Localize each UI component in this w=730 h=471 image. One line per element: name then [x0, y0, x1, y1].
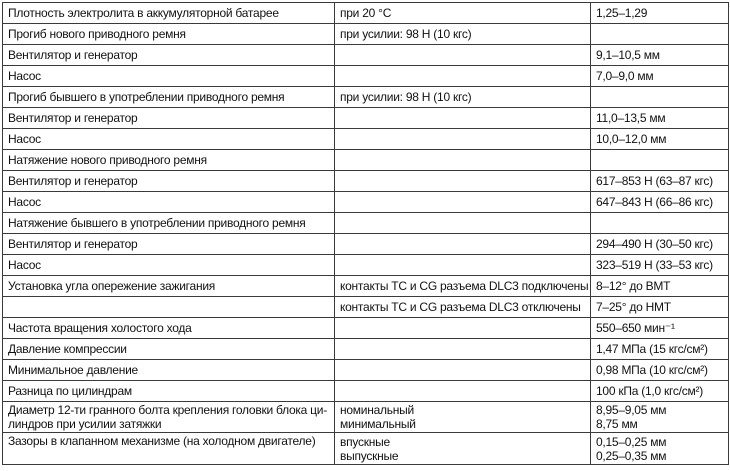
value-cell: 7–25° до НМТ: [591, 297, 729, 318]
value-cell: 323–519 Н (33–53 кгс): [591, 255, 729, 276]
value-cell: 647–843 Н (66–86 кгс): [591, 192, 729, 213]
table-row: [3, 129, 729, 150]
value-cell: 8–12° до ВМТ: [591, 276, 729, 297]
specifications-table: [2, 2, 729, 465]
value-cell: 11,0–13,5 мм: [591, 108, 729, 129]
condition-cell: [335, 381, 591, 402]
param-cell: Вентилятор и генератор: [3, 45, 335, 66]
table-row-valve-clearance: [3, 433, 729, 465]
param-cell: Натяжение бывшего в употреблении приводного ремня: [3, 213, 335, 234]
table-row: [3, 150, 729, 171]
param-cell: Натяжение нового приводного ремня: [3, 150, 335, 171]
value-cell: 617–853 Н (63–87 кгс): [591, 171, 729, 192]
condition-cell: контакты ТС и CG разъема DLC3 отключены: [335, 297, 591, 318]
param-line: Диаметр 12-ти гранного болта крепления головки блока ци-: [8, 403, 328, 417]
param-line: Зазоры в клапанном механизме (на холодном двигателе): [8, 434, 316, 448]
value-cell: 9,1–10,5 мм: [591, 45, 729, 66]
value-cell: 7,0–9,0 мм: [591, 66, 729, 87]
table-row: [3, 381, 729, 402]
table-row: [3, 3, 729, 24]
value-cell: [591, 150, 729, 171]
condition-cell: [335, 433, 591, 465]
table-row: [3, 87, 729, 108]
condition-cell: [335, 108, 591, 129]
value-cell: [591, 433, 729, 465]
condition-cell: [335, 129, 591, 150]
condition-line: номинальный: [340, 403, 415, 417]
value-line: 8,75 мм: [596, 417, 638, 431]
table-row: [3, 339, 729, 360]
specifications-table-body: [3, 3, 729, 465]
condition-cell: [335, 339, 591, 360]
condition-cell: [335, 318, 591, 339]
table-row: [3, 297, 729, 318]
param-cell: Минимальное давление: [3, 360, 335, 381]
value-cell: 294–490 Н (30–50 кгс): [591, 234, 729, 255]
value-cell: [591, 24, 729, 45]
condition-line: выпускные: [340, 448, 399, 463]
value-cell: 10,0–12,0 мм: [591, 129, 729, 150]
table-row: [3, 360, 729, 381]
condition-cell: при усилии: 98 Н (10 кгс): [335, 87, 591, 108]
param-cell: Насос: [3, 129, 335, 150]
param-cell: Насос: [3, 66, 335, 87]
param-line: линдров при усилии затяжки: [8, 417, 162, 431]
condition-cell: [335, 45, 591, 66]
table-row: [3, 171, 729, 192]
condition-cell: при 20 °С: [335, 3, 591, 24]
condition-cell: при усилии: 98 Н (10 кгс): [335, 24, 591, 45]
condition-cell: [335, 66, 591, 87]
table-row: [3, 318, 729, 339]
param-cell: Давление компрессии: [3, 339, 335, 360]
condition-cell: [335, 171, 591, 192]
param-cell: Вентилятор и генератор: [3, 234, 335, 255]
value-cell: 1,25–1,29: [591, 3, 729, 24]
param-cell: Плотность электролита в аккумуляторной батарее: [3, 3, 335, 24]
value-cell: [591, 213, 729, 234]
value-cell: [591, 402, 729, 433]
condition-line: минимальный: [340, 417, 416, 431]
value-line: 0,15–0,25 мм: [596, 434, 667, 449]
param-cell: Прогиб нового приводного ремня: [3, 24, 335, 45]
condition-line: впускные: [340, 434, 390, 449]
param-cell: [3, 402, 335, 433]
table-row: [3, 234, 729, 255]
table-row: [3, 24, 729, 45]
condition-cell: [335, 255, 591, 276]
table-row: [3, 255, 729, 276]
value-cell: 0,98 МПа (10 кгс/см²): [591, 360, 729, 381]
condition-cell: [335, 150, 591, 171]
table-row: [3, 276, 729, 297]
condition-cell: [335, 192, 591, 213]
value-cell: [591, 87, 729, 108]
param-cell: Насос: [3, 255, 335, 276]
value-cell: 1,47 МПа (15 кгс/см²): [591, 339, 729, 360]
param-cell: Вентилятор и генератор: [3, 171, 335, 192]
table-row: [3, 66, 729, 87]
condition-cell: [335, 402, 591, 433]
table-row: [3, 108, 729, 129]
table-row-bolt-diameter: [3, 402, 729, 433]
param-cell: [3, 297, 335, 318]
value-cell: 550–650 мин⁻¹: [591, 318, 729, 339]
condition-cell: контакты ТС и CG разъема DLC3 подключены: [335, 276, 591, 297]
value-cell: 100 кПа (1,0 кгс/см²): [591, 381, 729, 402]
param-cell: Разница по цилиндрам: [3, 381, 335, 402]
condition-cell: [335, 234, 591, 255]
table-row: [3, 45, 729, 66]
param-cell: Прогиб бывшего в употреблении приводного ремня: [3, 87, 335, 108]
condition-cell: [335, 360, 591, 381]
param-cell: [3, 433, 335, 465]
param-cell: Установка угла опережение зажигания: [3, 276, 335, 297]
table-row: [3, 213, 729, 234]
table-row: [3, 192, 729, 213]
value-line: 8,95–9,05 мм: [596, 403, 667, 417]
condition-cell: [335, 213, 591, 234]
value-line: 0,25–0,35 мм: [596, 448, 667, 463]
param-cell: Насос: [3, 192, 335, 213]
param-cell: Частота вращения холостого хода: [3, 318, 335, 339]
param-cell: Вентилятор и генератор: [3, 108, 335, 129]
